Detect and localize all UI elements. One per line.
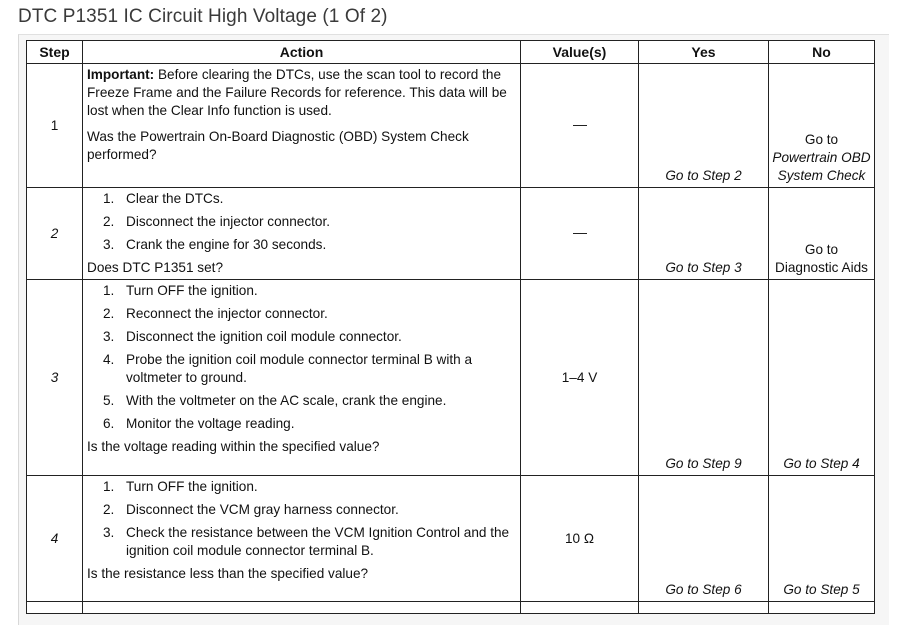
step-number: 2 — [50, 225, 59, 241]
no-result-prefix: Go to — [804, 132, 839, 147]
step-number: 1 — [50, 117, 59, 133]
no-cell — [769, 602, 875, 614]
table-header-row — [27, 41, 875, 64]
value-cell — [521, 280, 639, 476]
action-cell — [83, 602, 521, 614]
list-text: Disconnect the VCM gray harness connector. — [126, 502, 399, 517]
value-cell — [521, 476, 639, 602]
header-no: No — [769, 41, 875, 64]
yes-cell — [639, 476, 769, 602]
list-number: 5. — [103, 393, 115, 408]
important-text: Before clearing the DTCs, use the scan tool to record the Freeze Frame and the Failure Records for reference. This data will be lost when the Clear Info function is used. — [87, 67, 507, 118]
list-text: Check the resistance between the VCM Ignition Control and the ignition coil module connector terminal B. — [126, 525, 510, 558]
list-item — [87, 282, 516, 300]
list-number: 2. — [103, 214, 115, 229]
page-title: DTC P1351 IC Circuit High Voltage (1 Of 2) — [18, 6, 388, 27]
no-cell — [769, 476, 875, 602]
no-result: Go to Step 5 — [783, 582, 860, 597]
list-number: 3. — [103, 329, 115, 344]
list-item — [87, 236, 516, 254]
no-cell — [769, 280, 875, 476]
list-text: Reconnect the injector connector. — [126, 306, 328, 321]
no-result: Go to Step 4 — [783, 456, 860, 471]
list-text: Disconnect the injector connector. — [126, 214, 331, 229]
header-step: Step — [27, 41, 83, 64]
list-text: Clear the DTCs. — [126, 191, 224, 206]
value-cell — [521, 602, 639, 614]
empty-value-dash — [573, 233, 587, 234]
list-number: 6. — [103, 416, 115, 431]
step-cell — [27, 188, 83, 280]
list-number: 1. — [103, 191, 115, 206]
important-note — [87, 66, 516, 120]
yes-result: Go to Step 6 — [665, 582, 742, 597]
action-cell — [83, 188, 521, 280]
list-number: 3. — [103, 237, 115, 252]
step-question: Is the resistance less than the specified value? — [87, 566, 369, 581]
header-values: Value(s) — [521, 41, 639, 64]
header-yes: Yes — [639, 41, 769, 64]
list-item — [87, 524, 516, 560]
list-number: 2. — [103, 502, 115, 517]
table-row — [27, 476, 875, 602]
step-question: Is the voltage reading within the specified value? — [87, 439, 380, 454]
table-row — [27, 602, 875, 614]
action-cell — [83, 280, 521, 476]
list-text: Turn OFF the ignition. — [126, 479, 258, 494]
header-action: Action — [83, 41, 521, 64]
list-item — [87, 501, 516, 519]
table-row — [27, 188, 875, 280]
yes-result: Go to Step 3 — [665, 260, 742, 275]
no-cell — [769, 188, 875, 280]
list-text: Crank the engine for 30 seconds. — [126, 237, 327, 252]
yes-cell — [639, 188, 769, 280]
yes-cell — [639, 280, 769, 476]
step-list — [87, 282, 516, 433]
table-row — [27, 64, 875, 188]
action-cell — [83, 476, 521, 602]
important-label: Important: — [87, 67, 155, 82]
list-item — [87, 478, 516, 496]
step-cell — [27, 476, 83, 602]
step-question: Does DTC P1351 set? — [87, 260, 224, 275]
value-cell — [521, 64, 639, 188]
value-cell — [521, 188, 639, 280]
empty-value-dash — [573, 125, 587, 126]
action-cell — [83, 64, 521, 188]
list-item — [87, 190, 516, 208]
diagnostic-table — [26, 40, 875, 614]
list-item — [87, 213, 516, 231]
no-result-prefix: Go to — [804, 242, 839, 257]
step-list — [87, 190, 516, 254]
step-cell — [27, 280, 83, 476]
yes-result: Go to Step 2 — [665, 168, 742, 183]
list-item — [87, 415, 516, 433]
list-item — [87, 328, 516, 346]
step-number: 3 — [50, 369, 59, 385]
list-number: 4. — [103, 352, 115, 367]
list-text: With the voltmeter on the AC scale, crank the engine. — [126, 393, 447, 408]
spec-value: 10 Ω — [564, 530, 595, 546]
yes-cell — [639, 602, 769, 614]
list-text: Disconnect the ignition coil module connector. — [126, 329, 402, 344]
step-cell — [27, 64, 83, 188]
no-result-link: Powertrain OBD System Check — [772, 150, 871, 183]
no-result-target: Diagnostic Aids — [775, 260, 868, 275]
list-text: Turn OFF the ignition. — [126, 283, 258, 298]
list-item — [87, 392, 516, 410]
list-text: Monitor the voltage reading. — [126, 416, 295, 431]
list-number: 3. — [103, 525, 115, 540]
list-text: Probe the ignition coil module connector terminal B with a voltmeter to ground. — [126, 352, 473, 385]
list-number: 1. — [103, 283, 115, 298]
table-row — [27, 280, 875, 476]
yes-cell — [639, 64, 769, 188]
no-cell — [769, 64, 875, 188]
step-question: Was the Powertrain On-Board Diagnostic (OBD) System Check performed? — [87, 129, 469, 162]
list-number: 2. — [103, 306, 115, 321]
yes-result: Go to Step 9 — [665, 456, 742, 471]
step-list — [87, 478, 516, 560]
spec-value: 1–4 V — [561, 369, 598, 385]
step-cell — [27, 602, 83, 614]
list-number: 1. — [103, 479, 115, 494]
list-item — [87, 305, 516, 323]
list-item — [87, 351, 516, 387]
step-number: 4 — [50, 530, 59, 546]
